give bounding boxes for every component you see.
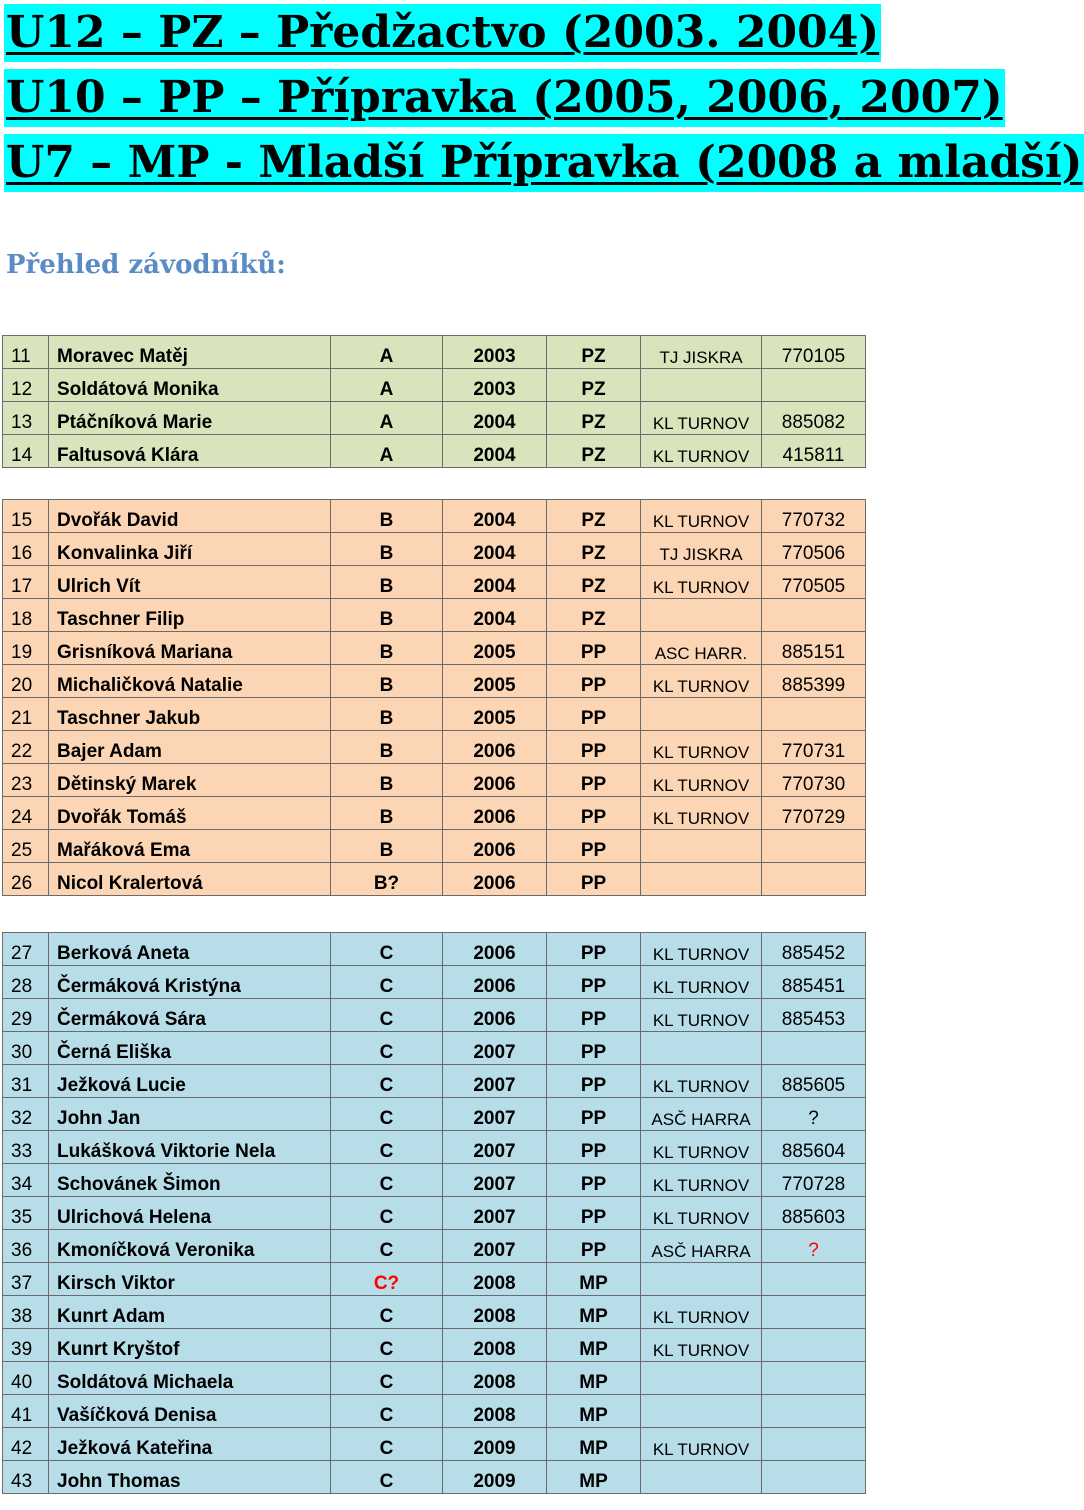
cell-category: B [331, 698, 443, 731]
cell-club: KL TURNOV [641, 1065, 762, 1098]
cell-category: C [331, 1065, 443, 1098]
table-row [3, 1329, 866, 1362]
cell-category: B [331, 533, 443, 566]
cell-year: 2006 [443, 797, 547, 830]
cell-id: 770732 [762, 500, 866, 533]
cell-club [641, 369, 762, 402]
table-row [3, 863, 866, 896]
cell-name: Dvořák David [49, 500, 331, 533]
cell-group: PZ [547, 336, 641, 369]
cell-id: 885453 [762, 999, 866, 1032]
cell-club: KL TURNOV [641, 1164, 762, 1197]
cell-category: C [331, 1296, 443, 1329]
cell-group: PP [547, 1164, 641, 1197]
cell-name: Grisníková Mariana [49, 632, 331, 665]
cell-category: A [331, 435, 443, 468]
cell-group: PP [547, 1230, 641, 1263]
cell-club: ASČ HARRA [641, 1230, 762, 1263]
cell-club [641, 1032, 762, 1065]
cell-year: 2004 [443, 435, 547, 468]
cell-number: 19 [3, 632, 49, 665]
cell-id: 885604 [762, 1131, 866, 1164]
cell-group: PZ [547, 402, 641, 435]
cell-name: Kmoníčková Veronika [49, 1230, 331, 1263]
table-row [3, 1032, 866, 1065]
cell-name: Soldátová Monika [49, 369, 331, 402]
cell-club [641, 599, 762, 632]
cell-name: Michaličková Natalie [49, 665, 331, 698]
cell-group: MP [547, 1428, 641, 1461]
cell-number: 18 [3, 599, 49, 632]
cell-club: KL TURNOV [641, 435, 762, 468]
cell-number: 25 [3, 830, 49, 863]
cell-category: B [331, 797, 443, 830]
cell-group: PP [547, 764, 641, 797]
cell-category: C [331, 1131, 443, 1164]
cell-category: B [331, 731, 443, 764]
cell-year: 2006 [443, 764, 547, 797]
cell-category: C [331, 1098, 443, 1131]
cell-group: PP [547, 797, 641, 830]
cell-category: B [331, 830, 443, 863]
cell-id: 885151 [762, 632, 866, 665]
cell-number: 17 [3, 566, 49, 599]
cell-number: 14 [3, 435, 49, 468]
cell-club: KL TURNOV [641, 933, 762, 966]
cell-category: C [331, 1230, 443, 1263]
table-row [3, 698, 866, 731]
cell-year: 2003 [443, 369, 547, 402]
table-row [3, 797, 866, 830]
table-row [3, 764, 866, 797]
table-row [3, 1230, 866, 1263]
cell-category: C? [331, 1263, 443, 1296]
cell-club: KL TURNOV [641, 1329, 762, 1362]
cell-name: John Jan [49, 1098, 331, 1131]
cell-group: PP [547, 1032, 641, 1065]
cell-name: Lukášková Viktorie Nela [49, 1131, 331, 1164]
cell-year: 2004 [443, 402, 547, 435]
table-row [3, 999, 866, 1032]
cell-year: 2008 [443, 1263, 547, 1296]
cell-id: 885451 [762, 966, 866, 999]
cell-id: 770505 [762, 566, 866, 599]
cell-group: PZ [547, 533, 641, 566]
page-subtitle: Přehled závodníků: [6, 250, 286, 280]
table-row [3, 933, 866, 966]
cell-name: John Thomas [49, 1461, 331, 1494]
cell-name: Vašíčková Denisa [49, 1395, 331, 1428]
cell-group: PP [547, 632, 641, 665]
cell-category: B [331, 566, 443, 599]
cell-year: 2003 [443, 336, 547, 369]
cell-id: 885399 [762, 665, 866, 698]
cell-id [762, 1032, 866, 1065]
cell-category: C [331, 933, 443, 966]
cell-number: 22 [3, 731, 49, 764]
cell-id [762, 1263, 866, 1296]
cell-club [641, 1395, 762, 1428]
cell-id [762, 830, 866, 863]
cell-name: Faltusová Klára [49, 435, 331, 468]
cell-club: KL TURNOV [641, 1197, 762, 1230]
cell-group: MP [547, 1395, 641, 1428]
cell-name: Konvalinka Jiří [49, 533, 331, 566]
cell-number: 39 [3, 1329, 49, 1362]
cell-id: 770506 [762, 533, 866, 566]
table-row [3, 1395, 866, 1428]
cell-club: KL TURNOV [641, 402, 762, 435]
cell-group: PZ [547, 599, 641, 632]
cell-number: 12 [3, 369, 49, 402]
cell-id [762, 698, 866, 731]
table-row [3, 1098, 866, 1131]
cell-year: 2007 [443, 1065, 547, 1098]
cell-club: KL TURNOV [641, 1131, 762, 1164]
cell-id: 885082 [762, 402, 866, 435]
cell-group: MP [547, 1329, 641, 1362]
cell-club: KL TURNOV [641, 999, 762, 1032]
cell-number: 42 [3, 1428, 49, 1461]
cell-group: PP [547, 698, 641, 731]
cell-name: Ulrichová Helena [49, 1197, 331, 1230]
cell-number: 21 [3, 698, 49, 731]
heading-u12: U12 – PZ – Předžactvo (2003. 2004) [4, 4, 881, 62]
cell-club: ASC HARR. [641, 632, 762, 665]
cell-category: C [331, 1164, 443, 1197]
cell-name: Čermáková Kristýna [49, 966, 331, 999]
cell-group: PZ [547, 435, 641, 468]
heading-u10: U10 – PP – Přípravka (2005, 2006, 2007) [4, 69, 1005, 127]
cell-category: C [331, 1032, 443, 1065]
cell-id: ? [762, 1098, 866, 1131]
table-row [3, 1461, 866, 1494]
cell-id [762, 1395, 866, 1428]
cell-group: PP [547, 1098, 641, 1131]
cell-number: 34 [3, 1164, 49, 1197]
cell-id: 885605 [762, 1065, 866, 1098]
cell-id: 885603 [762, 1197, 866, 1230]
cell-name: Čermáková Sára [49, 999, 331, 1032]
cell-group: MP [547, 1296, 641, 1329]
cell-club: KL TURNOV [641, 665, 762, 698]
cell-name: Ulrich Vít [49, 566, 331, 599]
cell-id: 770730 [762, 764, 866, 797]
cell-number: 16 [3, 533, 49, 566]
cell-year: 2007 [443, 1164, 547, 1197]
cell-year: 2008 [443, 1362, 547, 1395]
cell-category: A [331, 402, 443, 435]
cell-category: A [331, 336, 443, 369]
cell-number: 26 [3, 863, 49, 896]
cell-name: Soldátová Michaela [49, 1362, 331, 1395]
cell-group: PP [547, 1131, 641, 1164]
cell-year: 2006 [443, 863, 547, 896]
cell-club [641, 830, 762, 863]
cell-id: 770728 [762, 1164, 866, 1197]
cell-number: 24 [3, 797, 49, 830]
cell-number: 33 [3, 1131, 49, 1164]
cell-name: Kirsch Viktor [49, 1263, 331, 1296]
cell-name: Ptáčníková Marie [49, 402, 331, 435]
cell-id [762, 1428, 866, 1461]
cell-id: 770729 [762, 797, 866, 830]
cell-group: MP [547, 1263, 641, 1296]
heading-u7: U7 – MP - Mladší Přípravka (2008 a mladší) [4, 134, 1084, 192]
cell-club: KL TURNOV [641, 797, 762, 830]
cell-category: B [331, 764, 443, 797]
cell-club: KL TURNOV [641, 566, 762, 599]
cell-club: KL TURNOV [641, 1296, 762, 1329]
cell-number: 37 [3, 1263, 49, 1296]
cell-year: 2006 [443, 830, 547, 863]
cell-category: C [331, 1428, 443, 1461]
cell-number: 36 [3, 1230, 49, 1263]
cell-number: 30 [3, 1032, 49, 1065]
cell-year: 2004 [443, 500, 547, 533]
cell-year: 2004 [443, 533, 547, 566]
cell-group: PZ [547, 500, 641, 533]
cell-category: C [331, 966, 443, 999]
cell-group: PP [547, 966, 641, 999]
cell-name: Taschner Filip [49, 599, 331, 632]
cell-group: MP [547, 1362, 641, 1395]
cell-id: 770105 [762, 336, 866, 369]
table-row [3, 533, 866, 566]
cell-number: 38 [3, 1296, 49, 1329]
cell-name: Moravec Matěj [49, 336, 331, 369]
cell-year: 2007 [443, 1032, 547, 1065]
cell-year: 2009 [443, 1428, 547, 1461]
cell-club [641, 1362, 762, 1395]
cell-number: 35 [3, 1197, 49, 1230]
cell-year: 2007 [443, 1098, 547, 1131]
cell-club: TJ JISKRA [641, 533, 762, 566]
table-row [3, 731, 866, 764]
cell-club: KL TURNOV [641, 1428, 762, 1461]
cell-year: 2007 [443, 1197, 547, 1230]
cell-name: Kunrt Kryštof [49, 1329, 331, 1362]
cell-group: PP [547, 665, 641, 698]
cell-name: Ježková Kateřina [49, 1428, 331, 1461]
table-row [3, 665, 866, 698]
cell-id: ? [762, 1230, 866, 1263]
cell-club [641, 863, 762, 896]
cell-year: 2005 [443, 665, 547, 698]
table-row [3, 435, 866, 468]
cell-club: KL TURNOV [641, 731, 762, 764]
cell-number: 13 [3, 402, 49, 435]
group-b-table [2, 499, 866, 896]
cell-category: B [331, 599, 443, 632]
cell-number: 43 [3, 1461, 49, 1494]
cell-group: PP [547, 1197, 641, 1230]
cell-year: 2004 [443, 566, 547, 599]
cell-id [762, 1461, 866, 1494]
cell-id [762, 863, 866, 896]
cell-year: 2006 [443, 731, 547, 764]
cell-category: C [331, 1329, 443, 1362]
table-row [3, 1131, 866, 1164]
cell-club [641, 1461, 762, 1494]
cell-year: 2008 [443, 1395, 547, 1428]
cell-year: 2004 [443, 599, 547, 632]
cell-year: 2008 [443, 1296, 547, 1329]
cell-club: ASČ HARRA [641, 1098, 762, 1131]
cell-number: 20 [3, 665, 49, 698]
cell-category: C [331, 999, 443, 1032]
table-row [3, 1197, 866, 1230]
cell-category: B [331, 665, 443, 698]
cell-year: 2007 [443, 1230, 547, 1263]
cell-club [641, 1263, 762, 1296]
cell-year: 2009 [443, 1461, 547, 1494]
cell-id [762, 1296, 866, 1329]
cell-name: Schovánek Šimon [49, 1164, 331, 1197]
cell-group: PP [547, 863, 641, 896]
cell-group: PP [547, 933, 641, 966]
cell-category: C [331, 1395, 443, 1428]
cell-group: PP [547, 830, 641, 863]
cell-id: 885452 [762, 933, 866, 966]
cell-number: 23 [3, 764, 49, 797]
cell-year: 2008 [443, 1329, 547, 1362]
cell-name: Taschner Jakub [49, 698, 331, 731]
cell-number: 15 [3, 500, 49, 533]
cell-number: 41 [3, 1395, 49, 1428]
cell-club: KL TURNOV [641, 966, 762, 999]
table-row [3, 1428, 866, 1461]
table-row [3, 369, 866, 402]
cell-id: 770731 [762, 731, 866, 764]
table-row [3, 336, 866, 369]
cell-name: Ježková Lucie [49, 1065, 331, 1098]
table-row [3, 1164, 866, 1197]
cell-group: PZ [547, 566, 641, 599]
cell-year: 2005 [443, 698, 547, 731]
table-row [3, 599, 866, 632]
cell-number: 27 [3, 933, 49, 966]
cell-group: PP [547, 731, 641, 764]
table-row [3, 1362, 866, 1395]
table-row [3, 500, 866, 533]
cell-club: KL TURNOV [641, 500, 762, 533]
cell-category: B [331, 632, 443, 665]
cell-number: 32 [3, 1098, 49, 1131]
cell-name: Bajer Adam [49, 731, 331, 764]
cell-club [641, 698, 762, 731]
cell-number: 31 [3, 1065, 49, 1098]
cell-name: Černá Eliška [49, 1032, 331, 1065]
cell-club: TJ JISKRA [641, 336, 762, 369]
cell-category: A [331, 369, 443, 402]
cell-group: PP [547, 999, 641, 1032]
cell-year: 2006 [443, 933, 547, 966]
cell-name: Berková Aneta [49, 933, 331, 966]
cell-number: 28 [3, 966, 49, 999]
cell-number: 40 [3, 1362, 49, 1395]
cell-number: 11 [3, 336, 49, 369]
cell-category: B [331, 500, 443, 533]
cell-id [762, 369, 866, 402]
table-row [3, 402, 866, 435]
cell-group: MP [547, 1461, 641, 1494]
table-row [3, 632, 866, 665]
cell-category: C [331, 1197, 443, 1230]
cell-category: C [331, 1461, 443, 1494]
cell-year: 2006 [443, 999, 547, 1032]
cell-category: C [331, 1362, 443, 1395]
cell-name: Kunrt Adam [49, 1296, 331, 1329]
table-row [3, 1065, 866, 1098]
cell-number: 29 [3, 999, 49, 1032]
cell-group: PP [547, 1065, 641, 1098]
group-a-table [2, 335, 866, 468]
cell-name: Dětinský Marek [49, 764, 331, 797]
cell-name: Nicol Kralertová [49, 863, 331, 896]
cell-year: 2006 [443, 966, 547, 999]
group-c-table [2, 932, 866, 1494]
cell-club: KL TURNOV [641, 764, 762, 797]
table-row [3, 830, 866, 863]
cell-id: 415811 [762, 435, 866, 468]
table-row [3, 566, 866, 599]
cell-year: 2005 [443, 632, 547, 665]
cell-id [762, 599, 866, 632]
cell-name: Mařáková Ema [49, 830, 331, 863]
table-row [3, 1296, 866, 1329]
table-row [3, 1263, 866, 1296]
table-row [3, 966, 866, 999]
cell-name: Dvořák Tomáš [49, 797, 331, 830]
cell-group: PZ [547, 369, 641, 402]
cell-id [762, 1362, 866, 1395]
cell-category: B? [331, 863, 443, 896]
cell-id [762, 1329, 866, 1362]
cell-year: 2007 [443, 1131, 547, 1164]
